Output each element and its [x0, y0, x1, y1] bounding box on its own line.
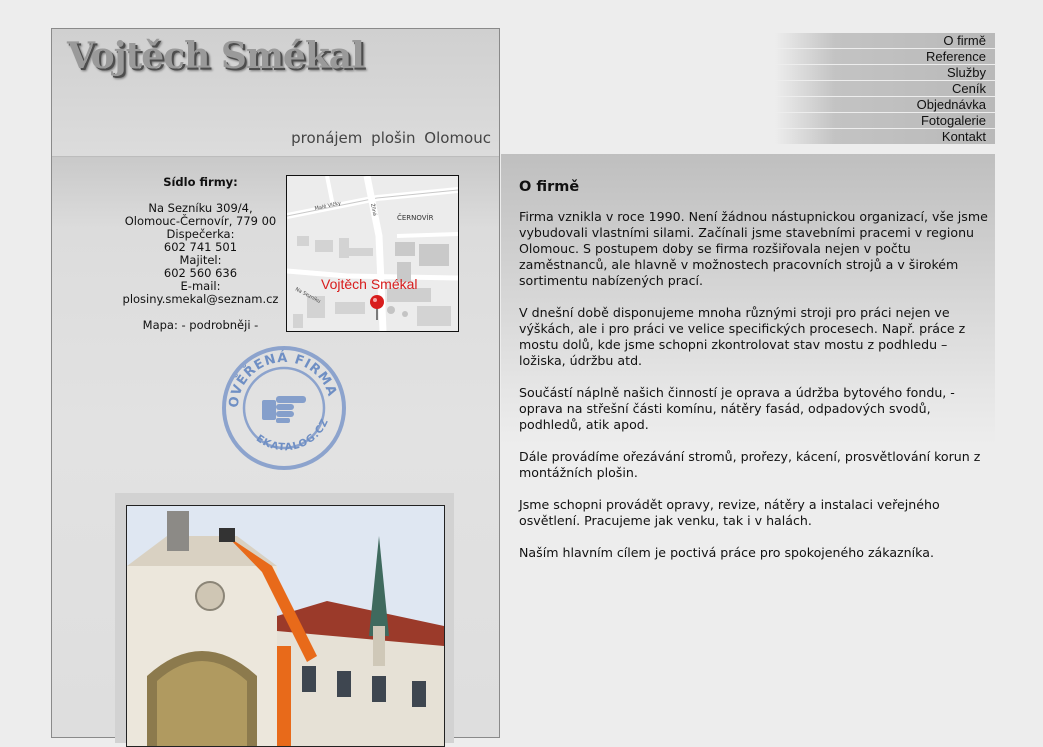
verified-company-stamp[interactable]	[220, 344, 348, 472]
email-label: E-mail:	[180, 279, 221, 293]
contact-street: Na Sezníku 309/4,	[148, 201, 253, 215]
stamp-top-text: OVĚŘENÁ FIRMA	[226, 350, 340, 409]
nav-item-o-firme[interactable]: O firmě	[775, 33, 995, 48]
site-logo[interactable]: Vojtěch Smékal	[67, 35, 364, 77]
map-graphic	[287, 176, 458, 331]
content-paragraph: V dnešní době disponujeme mnoha různými stroji pro práci nejen ve výškách, ale i pro práci ve velice specifických procesech. Např. práce z mostu dolů, kde jsme schopni zkontrolovat stav mostu z podhledu – ložiska, údržbu atd.	[519, 305, 966, 368]
stamp-icon	[220, 344, 348, 472]
map-district: ČERNOVÍR	[397, 214, 434, 222]
nav-item-sluzby[interactable]: Služby	[775, 65, 995, 80]
photo-frame	[115, 493, 454, 743]
owner-label: Majitel:	[179, 253, 222, 267]
map-pin-label: Vojtěch Smékal	[321, 276, 418, 292]
page-title: O firmě	[519, 179, 580, 195]
map-street-1: Malé Vlčky	[314, 200, 342, 212]
content-paragraph: Jsme schopni provádět opravy, revize, nátěry a instalaci veřejného osvětlení. Pracujeme jak venku, tak i v halách.	[519, 497, 940, 528]
dispatcher-label: Dispečerka:	[166, 227, 235, 241]
content-paragraph: Součástí náplně našich činností je oprava a údržba bytového fondu, - oprava na střešní části komínu, nátěry fasád, odpadových svodů, podhledů, atik apod.	[519, 385, 955, 432]
nav-item-cenik[interactable]: Ceník	[775, 81, 995, 96]
contact-city: Olomouc-Černovír, 779 00	[124, 214, 277, 228]
dispatcher-phone: 602 741 501	[163, 240, 238, 254]
nav-item-fotogalerie[interactable]: Fotogalerie	[775, 113, 995, 128]
contact-title: Sídlo firmy:	[163, 175, 238, 189]
stamp-bottom-text: EKATALOG.CZ	[253, 416, 332, 454]
owner-phone: 602 560 636	[163, 266, 238, 280]
photo-graphic	[127, 506, 444, 746]
svg-text:EKATALOG.CZ	[254, 417, 331, 454]
nav-item-objednavka[interactable]: Objednávka	[775, 97, 995, 112]
content-paragraph: Firma vznikla v roce 1990. Není žádnou nástupnickou organizací, vše jsme vybudovali vlastními silami. Začínali jsme stavebními pracemi v regionu Olomouc. S postupem doby se firma rozšiřovala nejen v počtu zaměstnanců, ale hlavně v možnostech pracovních strojů a v širokém sortimentu nabízených prací.	[519, 209, 988, 288]
main-navigation	[775, 33, 995, 145]
map-street-3: Žilná	[369, 203, 378, 217]
content-paragraph: Naším hlavním cílem je poctivá práce pro spokojeného zákazníka.	[519, 545, 934, 560]
nav-item-reference[interactable]: Reference	[775, 49, 995, 64]
crane-building-photo[interactable]	[126, 505, 445, 747]
site-header	[52, 29, 499, 157]
company-contact	[118, 176, 283, 332]
main-content	[519, 177, 993, 577]
left-column	[51, 28, 500, 738]
location-map[interactable]	[286, 175, 459, 332]
site-tagline: pronájem plošin Olomouc	[291, 129, 491, 147]
email-link[interactable]: plosiny.smekal@seznam.cz	[122, 292, 279, 306]
map-street-2: Na Sezníku	[294, 286, 322, 305]
content-paragraph: Dále provádíme ořezávání stromů, prořezy, kácení, prosvětlování korun z montážních plošin.	[519, 449, 981, 480]
nav-item-kontakt[interactable]: Kontakt	[775, 129, 995, 144]
map-detail-link[interactable]: Mapa: - podrobněji -	[142, 318, 259, 332]
